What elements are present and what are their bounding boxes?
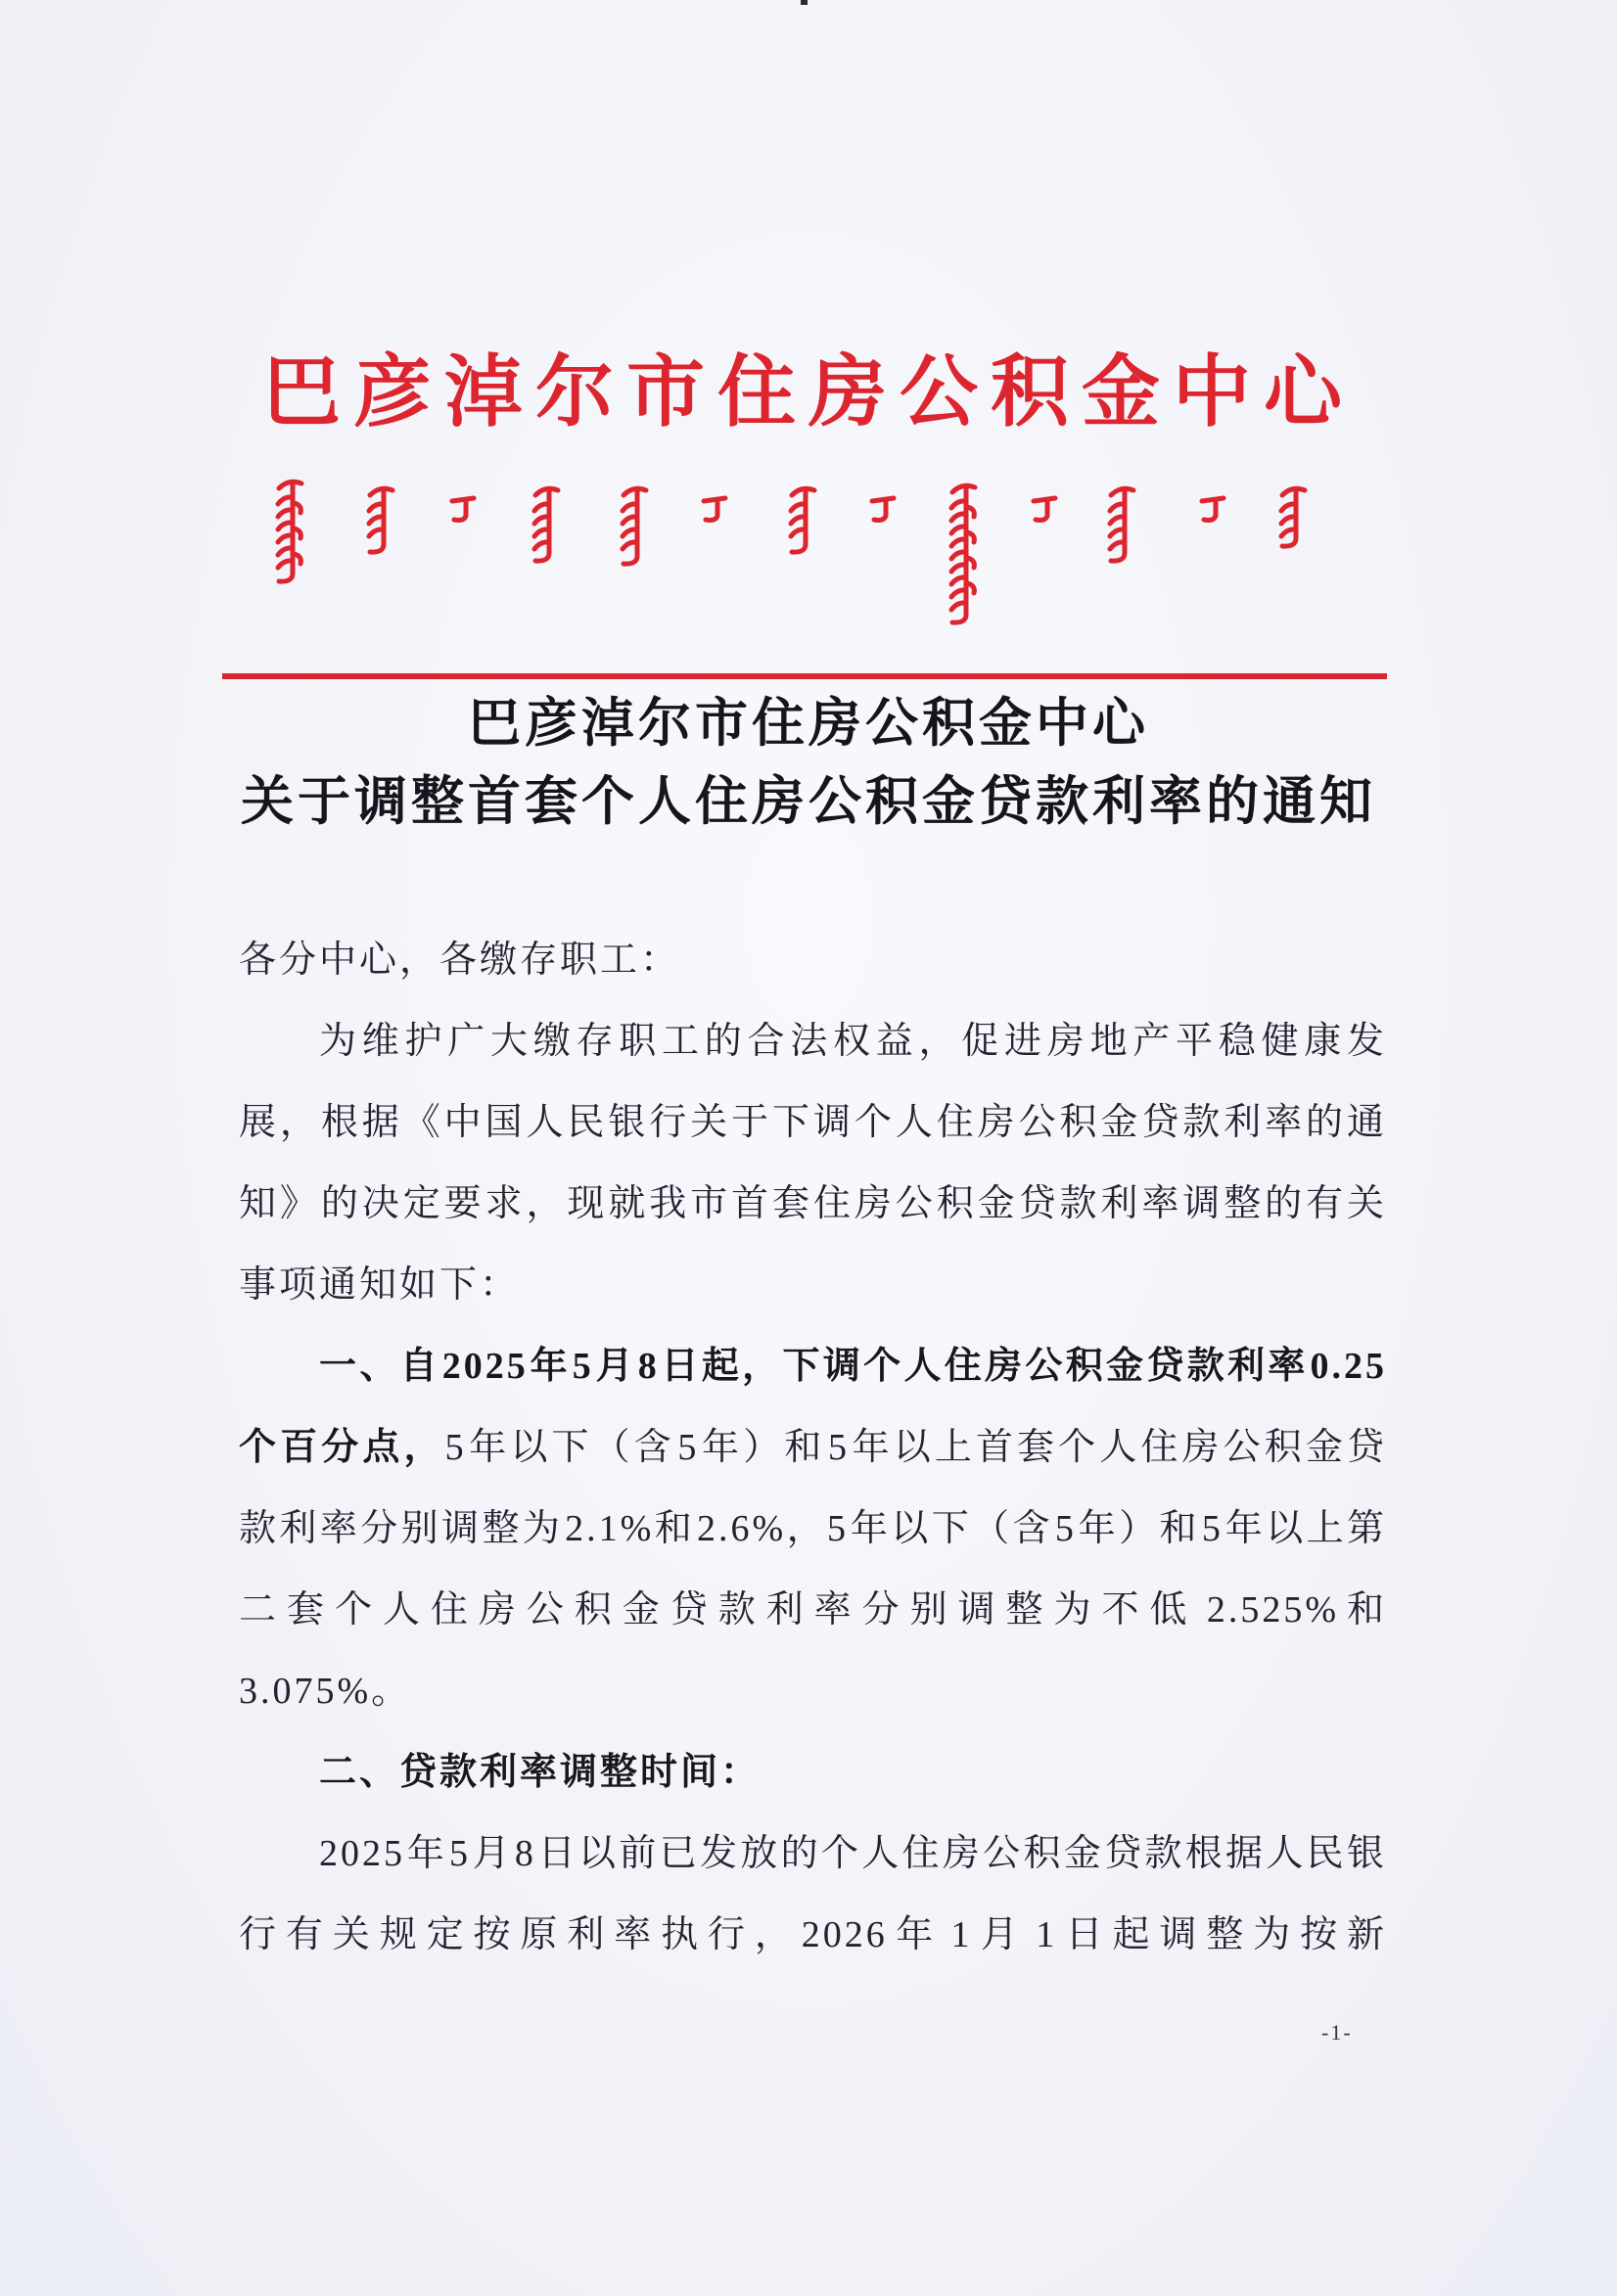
mongolian-word bbox=[369, 488, 393, 552]
title-line-2: 关于调整首套个人住房公积金贷款利率的通知 bbox=[241, 770, 1376, 832]
item-2-heading-paragraph bbox=[239, 1732, 1387, 1814]
mongolian-word bbox=[1281, 488, 1305, 546]
mongolian-word bbox=[534, 488, 558, 561]
notice-body bbox=[239, 920, 1387, 1976]
mongolian-word bbox=[951, 485, 975, 622]
letterhead-rule bbox=[222, 673, 1387, 679]
mongolian-glyph bbox=[452, 498, 474, 521]
mongolian-glyph bbox=[951, 485, 975, 622]
mongolian-word bbox=[704, 498, 725, 521]
item-2-paragraph: 2025 年 5 月 8 日以前已发放的个人住房公积金贷款根据人民银行有关规定按原利率执行，2026 年 1 月 1 日起调整为按新 bbox=[239, 1833, 1387, 1955]
mongolian-word bbox=[1110, 488, 1133, 561]
mongolian-glyph bbox=[1281, 488, 1305, 546]
mongolian-glyph bbox=[872, 498, 894, 521]
mongolian-glyph bbox=[791, 488, 814, 552]
mongolian-glyph bbox=[1034, 498, 1055, 521]
scan-mark bbox=[801, 0, 808, 5]
item-1-paragraph bbox=[239, 1326, 1387, 1732]
notice-title bbox=[0, 684, 1617, 841]
mongolian-word bbox=[452, 498, 474, 521]
item-2-heading: 二、贷款利率调整时间： bbox=[319, 1752, 762, 1793]
mongolian-word bbox=[278, 482, 301, 581]
letterhead-title: 巴彦淖尔市住房公积金中心 bbox=[262, 345, 1355, 437]
mongolian-glyph bbox=[704, 498, 725, 521]
item-1-text: 5 年以下（含 5 年）和 5 年以上首套个人住房公积金贷款利率分别调整为 2.1%和 2.6%，5 年以下（含 5 年）和 5 年以上第二套个人住房公积金贷款利率分别调整为不低 2.525%和 3.075%。 bbox=[239, 1427, 1387, 1712]
mongolian-glyph bbox=[1110, 488, 1133, 561]
mongolian-word bbox=[1202, 498, 1224, 521]
salutation: 各分中心，各缴存职工： bbox=[239, 940, 681, 981]
mongolian-glyph bbox=[534, 488, 558, 561]
mongolian-glyph bbox=[623, 488, 646, 564]
mongolian-word bbox=[1034, 498, 1055, 521]
item-1-lead: 一、自 2025 年 5 月 8 日起，下调个人住房公积金贷款利率 0.25 个百分点， bbox=[239, 1346, 1387, 1468]
mongolian-word bbox=[623, 488, 646, 564]
mongolian-script-icon bbox=[274, 470, 1351, 626]
mongolian-word bbox=[872, 498, 894, 521]
mongolian-word bbox=[791, 488, 814, 552]
intro-paragraph: 为维护广大缴存职工的合法权益，促进房地产平稳健康发展，根据《中国人民银行关于下调个人住房公积金贷款利率的通知》的决定要求，现就我市首套住房公积金贷款利率调整的有关事项通知如下： bbox=[239, 1021, 1387, 1306]
page-number: -1- bbox=[1321, 2020, 1353, 2044]
mongolian-glyph bbox=[278, 482, 301, 581]
title-line-1: 巴彦淖尔市住房公积金中心 bbox=[468, 692, 1149, 754]
mongolian-glyph bbox=[1202, 498, 1224, 521]
mongolian-glyph bbox=[369, 488, 393, 552]
